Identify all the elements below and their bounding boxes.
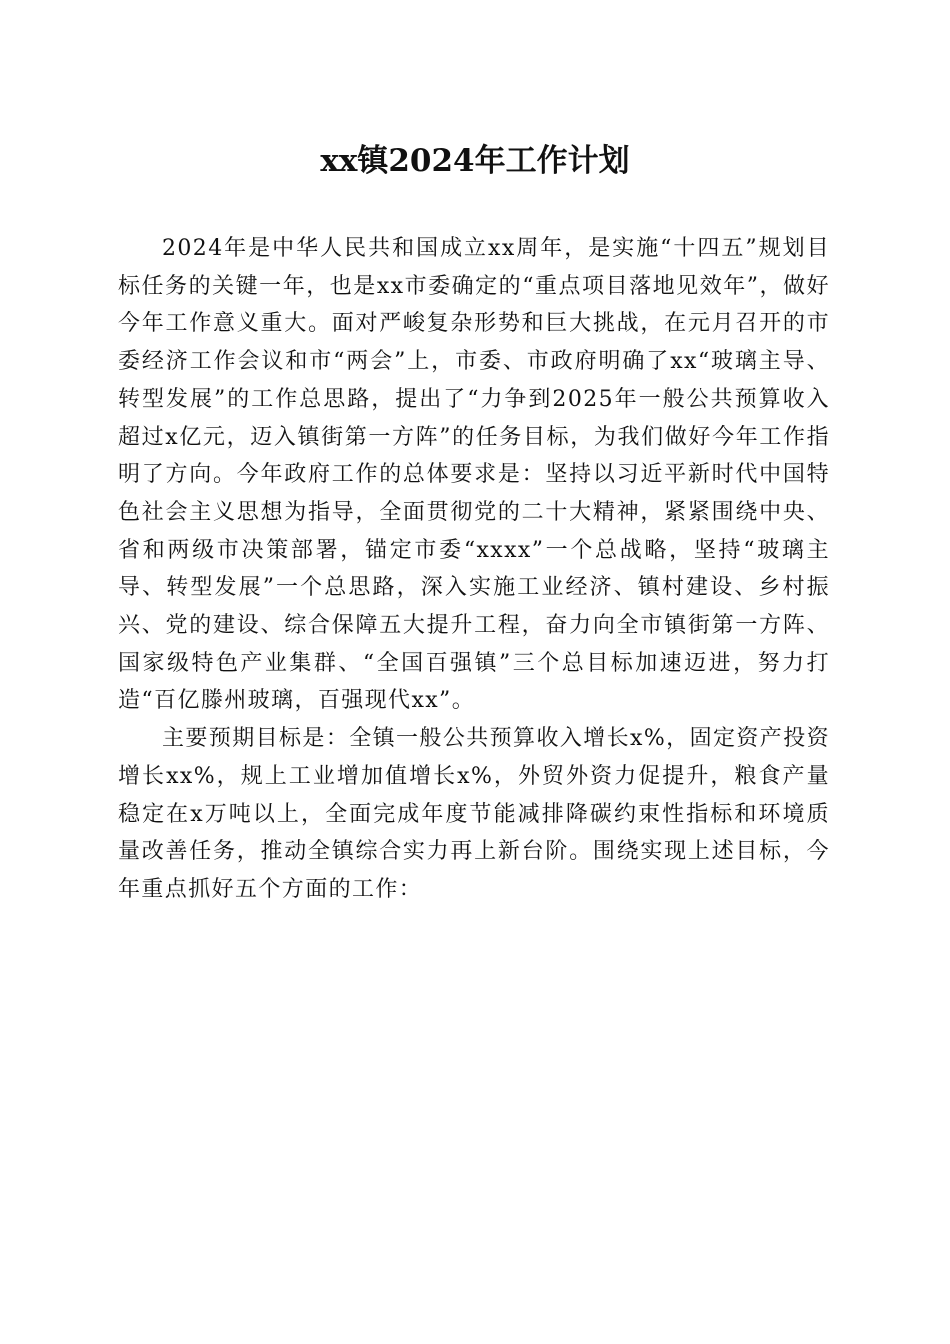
paragraph-intro: 2024年是中华人民共和国成立xx周年，是实施“十四五”规划目标任务的关键一年，也是xx市委确定的“重点项目落地见效年”，做好今年工作意义重大。面对严峻复杂形势和巨大挑战，在元月召开的市委经济工作会议和市“两会”上，市委、市政府明确了xx“玻璃主导、转型发展”的工作总思路，提出了“力争到2025年一般公共预算收入超过x亿元，迈入镇街第一方阵”的任务目标，为我们做好今年工作指明了方向。今年政府工作的总体要求是：坚持以习近平新时代中国特色社会主义思想为指导，全面贯彻党的二十大精神，紧紧围绕中央、省和两级市决策部署，锚定市委“xxxx”一个总战略，坚持“玻璃主导、转型发展”一个总思路，深入实施工业经济、镇村建设、乡村振兴、党的建设、综合保障五大提升工程，奋力向全市镇街第一方阵、国家级特色产业集群、“全国百强镇”三个总目标加速迈进，努力打造“百亿滕州玻璃，百强现代xx”。 xyxy=(118,236,830,714)
document-body xyxy=(118,230,830,909)
paragraph-targets: 主要预期目标是：全镇一般公共预算收入增长x%，固定资产投资增长xx%，规上工业增加值增长x%，外贸外资力促提升，粮食产量稳定在x万吨以上，全面完成年度节能减排降碳约束性指标和环境质量改善任务，推动全镇综合实力再上新台阶。围绕实现上述目标，今年重点抓好五个方面的工作： xyxy=(118,726,830,902)
document-title: xx镇2024年工作计划 xyxy=(320,143,630,179)
